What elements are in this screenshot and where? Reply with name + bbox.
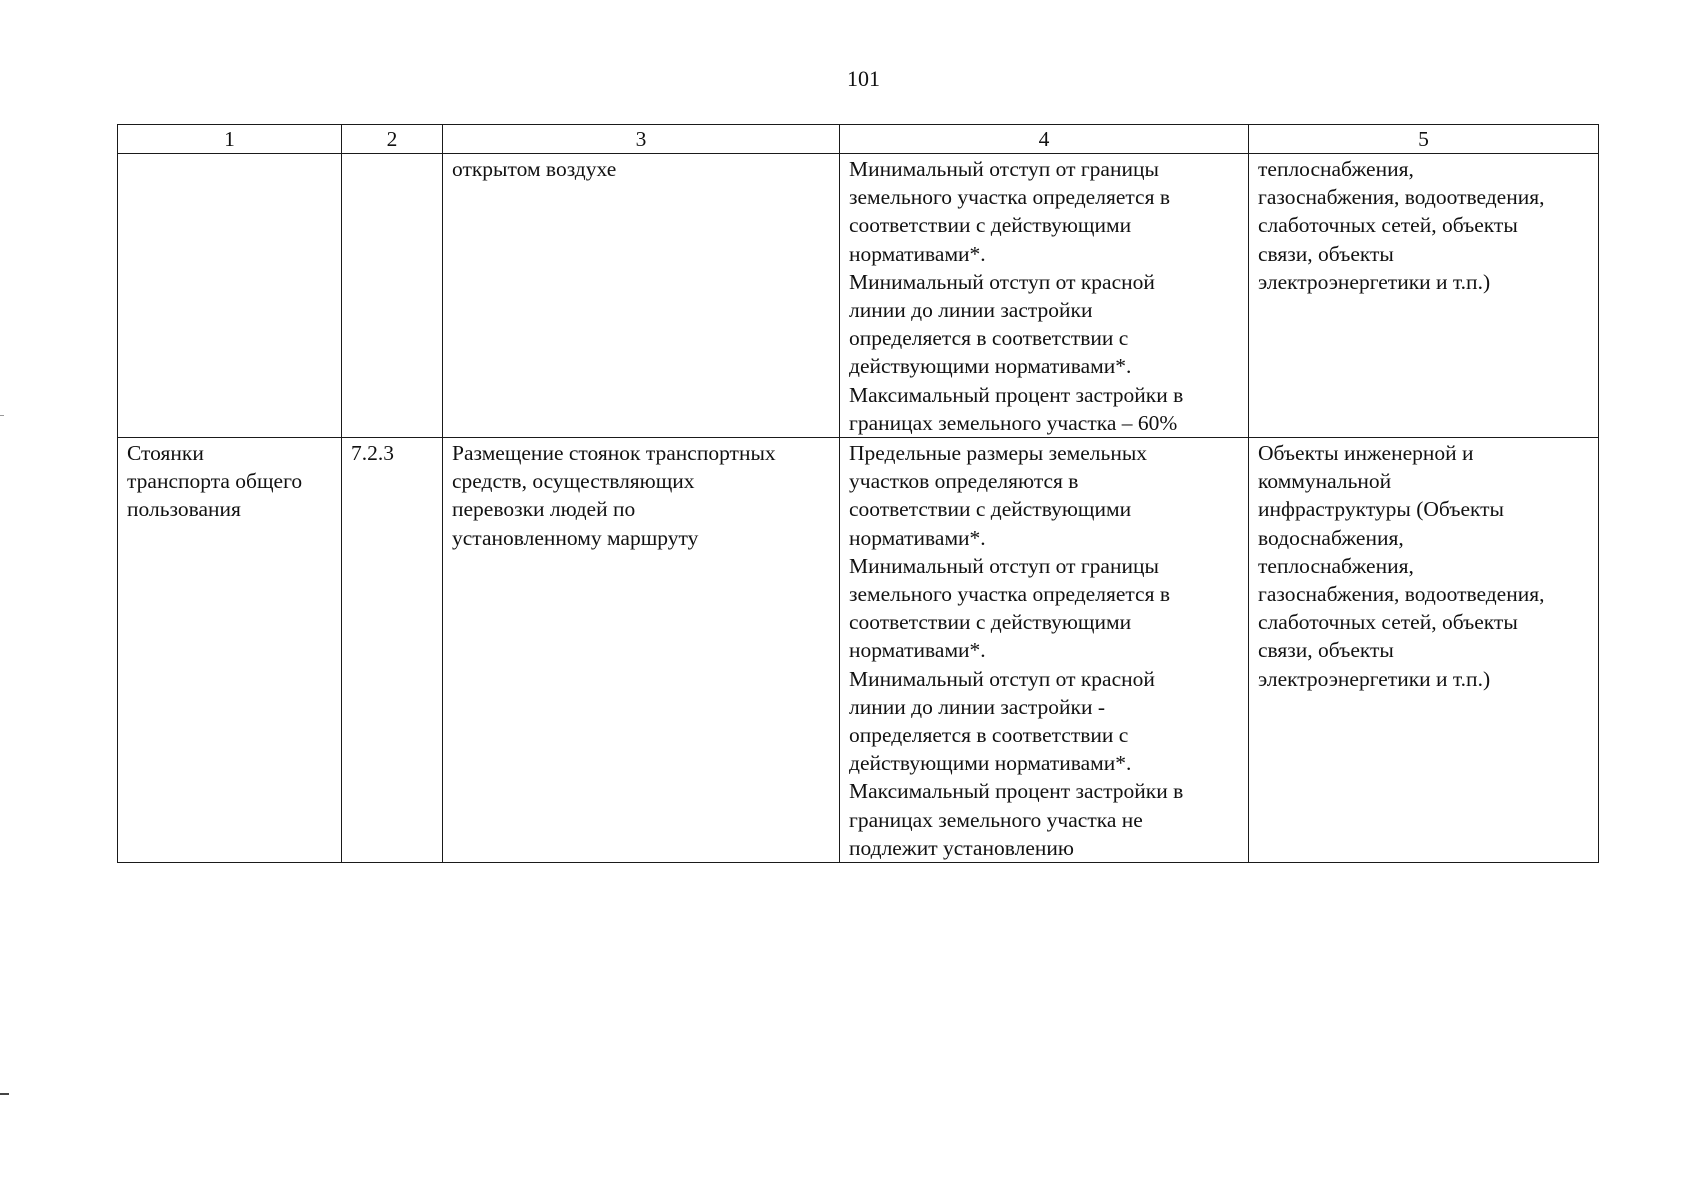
page-number: 101	[847, 66, 880, 91]
cell-text-line: слаботочных сетей, объекты	[1258, 610, 1518, 635]
cell-text-line: Минимальный отступ от красной	[849, 269, 1155, 294]
cell-use-description	[443, 438, 840, 863]
cell-zone-use-name	[118, 154, 342, 438]
cell-text-line: линии до линии застройки -	[849, 694, 1106, 719]
cell-text-line: нормативами*.	[849, 638, 986, 663]
cell-text-line: Минимальный отступ от красной	[849, 666, 1155, 691]
cell-text-line: открытом воздухе	[452, 157, 617, 181]
cell-text-line: теплоснабжения,	[1258, 553, 1414, 578]
cell-text-line: Стоянки	[127, 441, 204, 466]
table-row	[118, 154, 1599, 438]
cell-text-line: средств, осуществляющих	[452, 469, 695, 494]
cell-text-line: границах земельного участка не	[849, 807, 1143, 832]
cell-text-line: транспорта общего	[127, 469, 303, 494]
scan-edge-mark	[0, 1093, 9, 1095]
cell-use-code	[342, 438, 443, 863]
column-header-4: 4	[840, 125, 1249, 154]
cell-text-line: водоснабжения,	[1258, 525, 1404, 550]
table-header-row	[118, 125, 1599, 154]
cell-use-code	[342, 154, 443, 438]
cell-text-line: инфраструктуры (Объекты	[1258, 497, 1505, 522]
cell-text-line: земельного участка определяется в	[849, 185, 1170, 210]
cell-text-line: Минимальный отступ от границы	[849, 553, 1159, 578]
column-header-3: 3	[443, 125, 840, 154]
cell-text-line: 7.2.3	[351, 441, 394, 466]
cell-text-line: коммунальной	[1258, 469, 1392, 494]
cell-text-line: пользования	[127, 497, 241, 522]
cell-text-line: Максимальный процент застройки в	[849, 779, 1184, 804]
cell-text-line: Размещение стоянок транспортных	[452, 441, 776, 466]
cell-text-line: определяется в соответствии с	[849, 326, 1129, 351]
table-body	[118, 154, 1599, 863]
cell-text-line: участков определяются в	[849, 469, 1079, 494]
cell-text-line: определяется в соответствии с	[849, 723, 1129, 748]
cell-text-line: нормативами*.	[849, 525, 986, 550]
cell-text-line: соответствии с действующими	[849, 610, 1132, 635]
cell-text-line: Максимальный процент застройки в	[849, 382, 1184, 407]
cell-parameters	[840, 154, 1249, 438]
cell-zone-use-name	[118, 438, 342, 863]
cell-text-line: перевозки людей по	[452, 497, 636, 522]
cell-parameters	[840, 438, 1249, 863]
cell-text-line: связи, объекты	[1258, 638, 1394, 663]
cell-text-line: действующими нормативами*.	[849, 354, 1132, 379]
cell-text-line: подлежит установлению	[849, 835, 1074, 860]
cell-text-line: действующими нормативами*.	[849, 751, 1132, 776]
cell-text-line: теплоснабжения,	[1258, 157, 1414, 181]
column-header-2: 2	[342, 125, 443, 154]
cell-text-line: электроэнергетики и т.п.)	[1258, 269, 1491, 294]
cell-text-line: линии до линии застройки	[849, 298, 1093, 323]
cell-text-line: земельного участка определяется в	[849, 582, 1170, 607]
cell-text-line: нормативами*.	[849, 241, 986, 266]
cell-text-line: электроэнергетики и т.п.)	[1258, 666, 1491, 691]
cell-text-line: газоснабжения, водоотведения,	[1258, 185, 1545, 210]
scan-edge-dot	[0, 415, 4, 416]
land-use-table	[117, 124, 1599, 863]
cell-auxiliary-uses	[1249, 154, 1599, 438]
cell-text-line: границах земельного участка – 60%	[849, 410, 1178, 435]
cell-text-line: Предельные размеры земельных	[849, 441, 1148, 466]
cell-text-line: Минимальный отступ от границы	[849, 157, 1159, 181]
cell-text-line: связи, объекты	[1258, 241, 1394, 266]
cell-text-line: соответствии с действующими	[849, 497, 1132, 522]
cell-text-line: газоснабжения, водоотведения,	[1258, 582, 1545, 607]
cell-text-line: слаботочных сетей, объекты	[1258, 213, 1518, 238]
column-header-1: 1	[118, 125, 342, 154]
cell-auxiliary-uses	[1249, 438, 1599, 863]
cell-text-line: установленному маршруту	[452, 525, 699, 550]
cell-text-line: Объекты инженерной и	[1258, 441, 1474, 466]
cell-use-description	[443, 154, 840, 438]
column-header-5: 5	[1249, 125, 1599, 154]
cell-text-line: соответствии с действующими	[849, 213, 1132, 238]
table-row	[118, 438, 1599, 863]
